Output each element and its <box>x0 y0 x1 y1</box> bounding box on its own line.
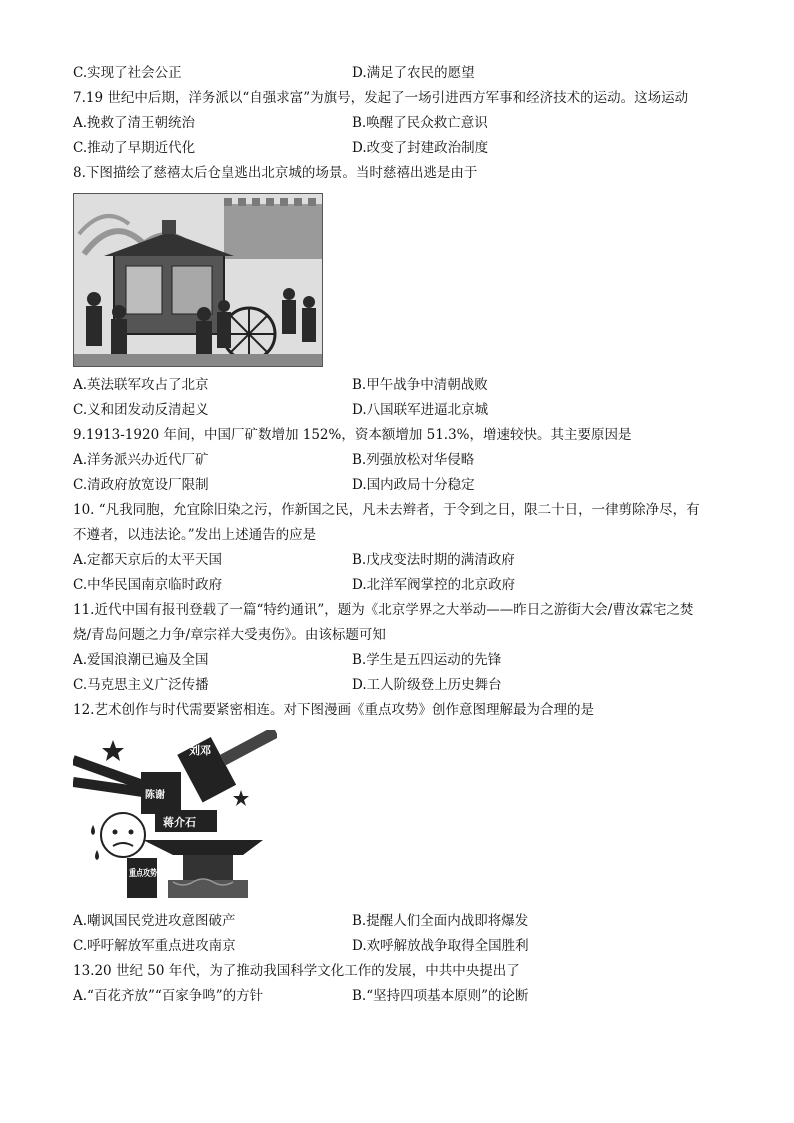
q6-option-d[interactable]: D.满足了农民的愿望 <box>352 65 475 81</box>
q10-option-d[interactable]: D.北洋军阀掌控的北京政府 <box>352 577 516 593</box>
q11-option-b[interactable]: B.学生是五四运动的先锋 <box>352 652 502 668</box>
q12-option-b[interactable]: B.提醒人们全面内战即将爆发 <box>352 913 529 929</box>
cartoon-label-target: 重点攻势 <box>129 869 166 879</box>
q11-option-c[interactable]: C.马克思主义广泛传播 <box>73 677 209 693</box>
q8-option-b[interactable]: B.甲午战争中清朝战败 <box>352 377 488 393</box>
q7-option-b[interactable]: B.唤醒了民众救亡意识 <box>352 115 488 131</box>
q9-option-c[interactable]: C.清政府放宽设厂限制 <box>73 477 209 493</box>
q10-stem-line-1: 10. “凡我同胞，允宜除旧染之污，作新国之民，凡未去辫者，于令到之日，限二十日，一律剪除净尽，有 <box>73 502 700 518</box>
q13-option-b[interactable]: B.“坚持四项基本原则”的论断 <box>352 988 529 1004</box>
q11-stem-line-2: 烧/青岛问题之力争/章宗祥大受夷伤》。由该标题可知 <box>73 627 386 643</box>
q11-option-d[interactable]: D.工人阶级登上历史舞台 <box>352 677 502 693</box>
q12-cartoon-key-offensive <box>73 730 277 902</box>
q8-illustration-cixi-flight <box>73 193 323 367</box>
q9-option-d[interactable]: D.国内政局十分稳定 <box>352 477 475 493</box>
q8-option-d[interactable]: D.八国联军进逼北京城 <box>352 402 489 418</box>
q12-option-a[interactable]: A.嘲讽国民党进攻意图破产 <box>73 913 236 929</box>
q9-option-b[interactable]: B.列强放松对华侵略 <box>352 452 475 468</box>
q8-option-a[interactable]: A.英法联军攻占了北京 <box>73 377 209 393</box>
q13-stem: 13.20 世纪 50 年代，为了推动我国科学文化工作的发展，中共中央提出了 <box>73 963 520 979</box>
q10-stem-line-2: 不遵者，以违法论。”发出上述通告的应是 <box>73 527 317 543</box>
q12-option-d[interactable]: D.欢呼解放战争取得全国胜利 <box>352 938 529 954</box>
q7-option-c[interactable]: C.推动了早期近代化 <box>73 140 196 156</box>
q7-option-a[interactable]: A.挽救了清王朝统治 <box>73 115 196 131</box>
cartoon-label-chen: 陈谢 <box>145 790 165 801</box>
cartoon-label-liu: 刘邓 <box>189 744 211 757</box>
q9-stem: 9.1913-1920 年间，中国厂矿数增加 152%，资本额增加 51.3%，增速较快。其主要原因是 <box>73 427 632 443</box>
cartoon-label-jiang: 蒋介石 <box>163 816 196 829</box>
q10-option-c[interactable]: C.中华民国南京临时政府 <box>73 577 223 593</box>
q10-option-a[interactable]: A.定都天京后的太平天国 <box>73 552 223 568</box>
q8-option-c[interactable]: C.义和团发动反清起义 <box>73 402 209 418</box>
q7-option-d[interactable]: D.改变了封建政治制度 <box>352 140 489 156</box>
q11-stem-line-1: 11.近代中国有报刊登载了一篇“特约通讯”，题为《北京学界之大举动——昨日之游街大会/曹汝霖宅之焚 <box>73 602 694 618</box>
q7-stem: 7.19 世纪中后期，洋务派以“自强求富”为旗号，发起了一场引进西方军事和经济技术的运动。这场运动 <box>73 90 689 106</box>
q11-option-a[interactable]: A.爱国浪潮已遍及全国 <box>73 652 209 668</box>
q13-option-a[interactable]: A.“百花齐放”“百家争鸣”的方针 <box>73 988 264 1004</box>
q12-option-c[interactable]: C.呼吁解放军重点进攻南京 <box>73 938 236 954</box>
q8-stem: 8.下图描绘了慈禧太后仓皇逃出北京城的场景。当时慈禧出逃是由于 <box>73 165 478 181</box>
q12-stem: 12.艺术创作与时代需要紧密相连。对下图漫画《重点攻势》创作意图理解最为合理的是 <box>73 702 594 718</box>
q9-option-a[interactable]: A.洋务派兴办近代厂矿 <box>73 452 209 468</box>
q6-option-c[interactable]: C.实现了社会公正 <box>73 65 182 81</box>
q10-option-b[interactable]: B.戊戌变法时期的满清政府 <box>352 552 515 568</box>
